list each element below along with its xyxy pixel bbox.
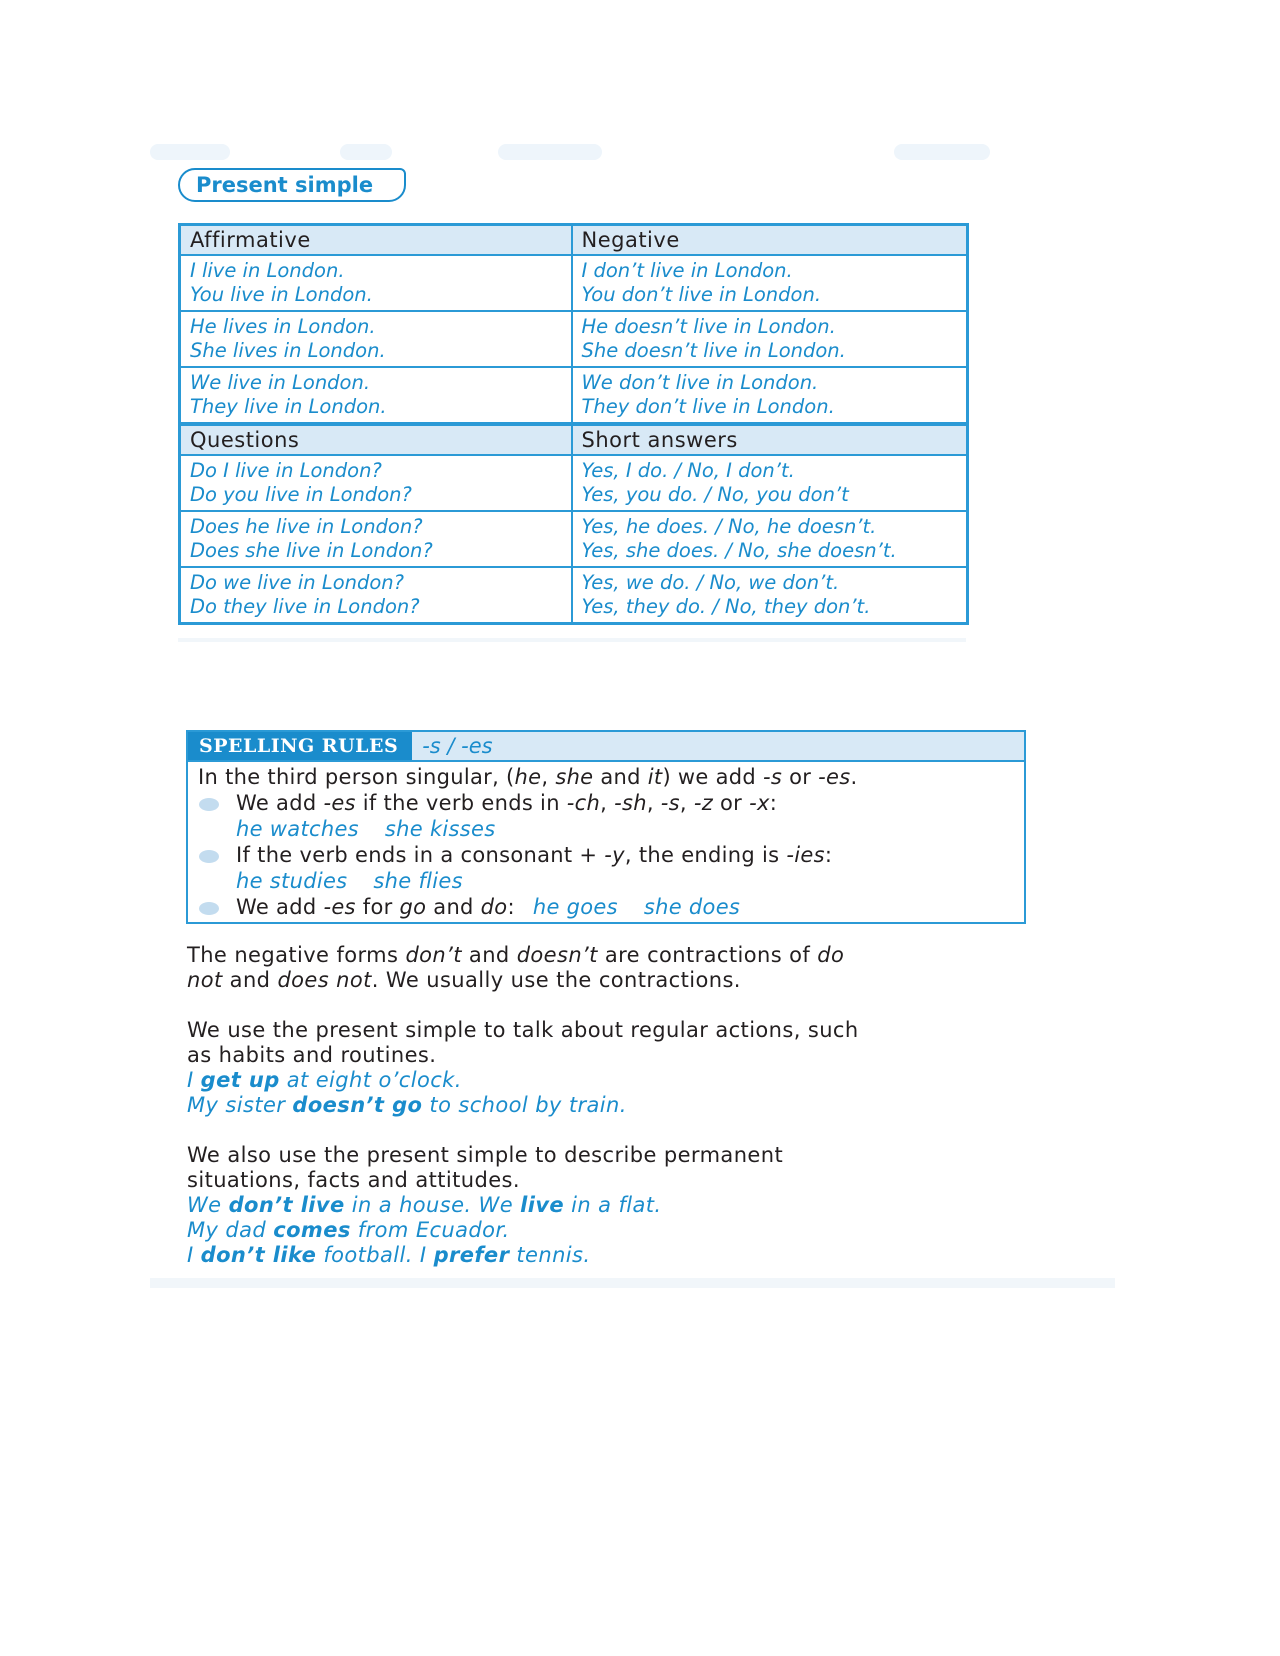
example-line: Does he live in London? <box>190 515 423 538</box>
table-cell <box>572 367 968 424</box>
example-line: Yes, we do. / No, we don’t. <box>581 571 840 594</box>
spelling-rules-header <box>188 732 1024 762</box>
scan-artifact <box>498 144 602 160</box>
bullet-icon <box>199 850 219 863</box>
example-text: he goes <box>532 895 618 919</box>
table-cell <box>572 455 968 511</box>
table-cell <box>572 311 968 367</box>
table-cell <box>180 255 572 311</box>
section-title: Present simple <box>178 168 406 202</box>
example-sentence: I get up at eight o’clock. <box>187 1068 462 1092</box>
table-row <box>180 511 968 567</box>
contractions-note: The negative forms don’t and doesn’t are contractions of do not and does not. We usually use the contractions. <box>187 943 845 992</box>
example-line: We don’t live in London. <box>581 371 819 394</box>
column-header: Negative <box>572 225 968 256</box>
example-line: She lives in London. <box>190 339 386 362</box>
table-cell <box>180 367 572 424</box>
column-header: Questions <box>180 425 572 456</box>
example-line: He doesn’t live in London. <box>581 315 836 338</box>
spelling-rule: If the verb ends in a consonant + -y, the ending is -ies: <box>198 842 1024 868</box>
example-line: We live in London. <box>190 371 371 394</box>
table-cell <box>572 255 968 311</box>
example-line: Do you live in London? <box>190 483 412 506</box>
scan-artifact <box>894 144 990 160</box>
example-text: she does <box>643 895 741 919</box>
example-line: You don’t live in London. <box>581 283 822 306</box>
example-text: he watches <box>236 817 359 841</box>
example-sentence: We don’t live in a house. We live in a flat. <box>187 1193 662 1217</box>
spelling-rules-subtitle: -s / -es <box>422 734 493 758</box>
table-cell <box>180 567 572 624</box>
questions-answers-table <box>178 423 969 625</box>
table-header-row <box>180 225 968 256</box>
example-line: Do we live in London? <box>190 571 405 594</box>
spelling-rules-box <box>186 730 1026 924</box>
bullet-icon <box>199 798 219 811</box>
usage-note-regular-actions: We use the present simple to talk about regular actions, such as habits and routines. I get up at eight o’clock. My sister doesn’t go to school by train. <box>187 1018 1047 1118</box>
example-line: He lives in London. <box>190 315 376 338</box>
table-cell <box>180 455 572 511</box>
spelling-rules-title: SPELLING RULES <box>188 732 412 760</box>
table-cell <box>572 511 968 567</box>
example-line: Yes, she does. / No, she doesn’t. <box>581 539 897 562</box>
example-line: Yes, they do. / No, they don’t. <box>581 595 871 618</box>
example-line: Does she live in London? <box>190 539 433 562</box>
table-row <box>180 311 968 367</box>
column-header: Short answers <box>572 425 968 456</box>
scan-artifact <box>150 1278 1115 1288</box>
usage-note-permanent-situations: We also use the present simple to describe permanent situations, facts and attitudes. We don’t live in a house. We live in a flat. My dad comes from Ecuador. I don’t like football. I prefer tennis. <box>187 1143 1047 1268</box>
scan-artifact <box>340 144 392 160</box>
spelling-rule: We add -es for go and do: he goes she does <box>198 894 1024 920</box>
example-line: Yes, you do. / No, you don’t <box>581 483 849 506</box>
spelling-rule: We add -es if the verb ends in -ch, -sh, -s, -z or -x: <box>198 790 1024 816</box>
table-cell <box>572 567 968 624</box>
table-cell <box>180 511 572 567</box>
example-line: Do they live in London? <box>190 595 420 618</box>
example-text: he studies <box>236 869 348 893</box>
table-row <box>180 455 968 511</box>
table-row <box>180 567 968 624</box>
example-line: Yes, I do. / No, I don’t. <box>581 459 795 482</box>
column-header: Affirmative <box>180 225 572 256</box>
spelling-example <box>198 868 1024 894</box>
example-text: she kisses <box>384 817 496 841</box>
spelling-rules-body <box>188 762 1024 920</box>
example-line: They live in London. <box>190 395 387 418</box>
spelling-intro: In the third person singular, (he, she and it) we add -s or -es. <box>198 765 858 789</box>
example-line: They don’t live in London. <box>581 395 835 418</box>
affirmative-negative-table <box>178 223 969 425</box>
spelling-example <box>198 816 1024 842</box>
example-line: You live in London. <box>190 283 373 306</box>
example-line: Yes, he does. / No, he doesn’t. <box>581 515 877 538</box>
bullet-icon <box>199 902 219 915</box>
table-row <box>180 255 968 311</box>
scan-artifact <box>150 144 230 160</box>
example-line: She doesn’t live in London. <box>581 339 846 362</box>
example-line: Do I live in London? <box>190 459 382 482</box>
table-row <box>180 367 968 424</box>
table-header-row <box>180 425 968 456</box>
scan-artifact <box>178 638 966 642</box>
example-sentence: My dad comes from Ecuador. <box>187 1218 510 1242</box>
example-line: I don’t live in London. <box>581 259 793 282</box>
example-sentence: I don’t like football. I prefer tennis. <box>187 1243 591 1267</box>
table-cell <box>180 311 572 367</box>
example-sentence: My sister doesn’t go to school by train. <box>187 1093 627 1117</box>
example-line: I live in London. <box>190 259 345 282</box>
example-text: she flies <box>373 869 463 893</box>
